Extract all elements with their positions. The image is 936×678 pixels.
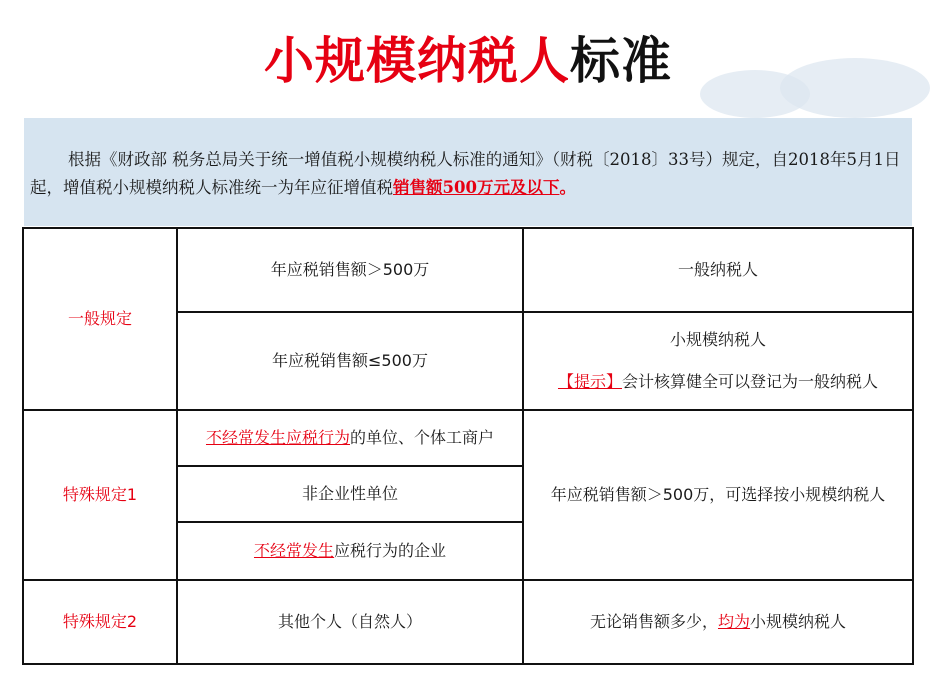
notice-text: 根据《财政部 税务总局关于统一增值税小规模纳税人标准的通知》（财税〔2018〕33号）规定，自2018年5月1日起，增值税小规模纳税人标准统一为年应征增值税: [30, 150, 901, 197]
notice-highlight: 销售额500万元及以下: [393, 178, 560, 197]
result-text: 小规模纳税人: [750, 612, 847, 631]
condition-cell: 非企业性单位: [177, 466, 523, 522]
tip-label: 【提示】: [557, 372, 622, 391]
condition-cell: 年应税销售额≤500万: [177, 312, 523, 410]
title-red-part: 小规模纳税人: [264, 32, 570, 90]
category-special-2: 特殊规定2: [23, 580, 177, 664]
underlined-text: 不经常发生: [253, 541, 334, 560]
condition-cell: 其他个人（自然人）: [177, 580, 523, 664]
result-cell: 年应税销售额＞500万，可选择按小规模纳税人: [523, 410, 913, 580]
condition-cell: [177, 522, 523, 580]
condition-cell: 年应税销售额＞500万: [177, 228, 523, 312]
category-general: 一般规定: [23, 228, 177, 410]
page-title: [0, 30, 936, 92]
result-text: 小规模纳税人: [669, 330, 766, 349]
table-row: [23, 410, 913, 466]
result-cell: 一般纳税人: [523, 228, 913, 312]
underlined-text: 不经常发生应税行为: [205, 428, 350, 447]
result-cell: [523, 312, 913, 410]
notice-paragraph: [30, 146, 906, 202]
table-row: [23, 228, 913, 312]
result-text: 无论销售额多少，: [589, 612, 718, 631]
tip-text: 会计核算健全可以登记为一般纳税人: [622, 372, 879, 391]
title-black-part: 标准: [570, 32, 672, 90]
condition-text: 的单位、个体工商户: [350, 428, 495, 447]
category-special-1: 特殊规定1: [23, 410, 177, 580]
result-highlight: 均为: [717, 612, 750, 631]
regulation-notice: [24, 118, 912, 226]
table-row: [23, 580, 913, 664]
result-cell: [523, 580, 913, 664]
tip-line: [528, 370, 908, 394]
condition-text: 应税行为的企业: [334, 541, 447, 560]
notice-end: 。: [559, 178, 576, 197]
taxpayer-rules-table: [22, 227, 914, 665]
condition-cell: [177, 410, 523, 466]
